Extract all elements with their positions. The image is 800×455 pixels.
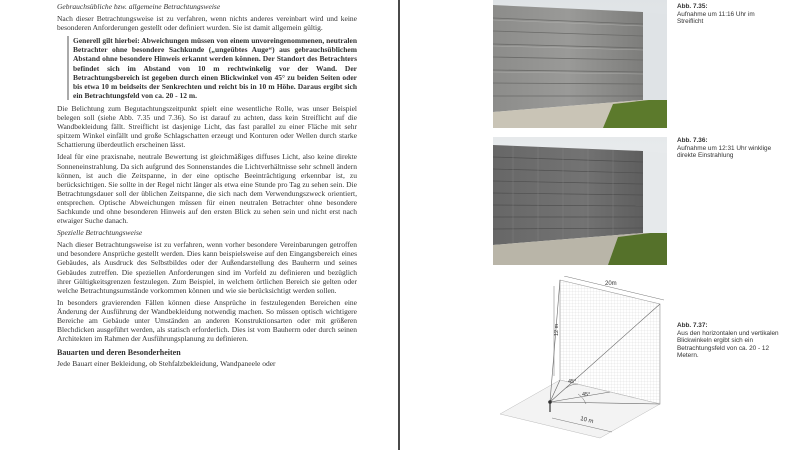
paragraph: Jede Bauart einer Bekleidung, ob Stehfalzbekleidung, Wandpaneele oder: [57, 359, 276, 369]
right-page: [400, 0, 800, 450]
paragraph: Nach dieser Betrachtungsweise ist zu verfahren, wenn nichts anderes vereinbart wird und keine besonderen Anforderungen gestellt oder definiert wurden. Sie ist damit allgemein gültig.: [57, 14, 357, 33]
photo-facade-streiflicht: [493, 0, 667, 128]
dim-distance-label: 10 m: [579, 416, 594, 426]
figure-caption: Aufnahme um 12:31 Uhr winklige direkte Einstrahlung: [677, 144, 772, 160]
viewing-field-diagram: [500, 276, 668, 450]
paragraph: Ideal für eine praxisnahe, neutrale Bewertung ist gleichmäßiges diffuses Licht, also keine direkte Sonneneinstrahlung. Da sich aufgrund des Sonnenstandes die Lichtverhältnisse sehr schnell ändern können, ist auch die Zeitspanne, in der eine optische Beeinträchtigung erkennbar ist, zu berücksichtigen. Sie sollte in der Regel nicht länger als etwa eine Stunde pro Tag zu sehen sein. Die Betrachtungsdauer soll der üblichen Zeitspanne, die sich nach dem Verwendungszweck orientiert, entsprechen. Optische Abweichungen müssen für einen neutralen Betrachter ohne besondere Sachkunde und ohne besonderen Hinweis auf den ersten Blick zu sehen sein und nicht erst nach etwaiger Suche danach.: [57, 152, 357, 226]
caption-fig-7-36: [677, 137, 782, 160]
caption-fig-7-37: [677, 322, 785, 360]
figure-number: Abb. 7.37:: [677, 322, 708, 329]
paragraph: Nach dieser Betrachtungsweise ist zu verfahren, wenn vorher besondere Vereinbarungen getroffen und besondere Ansprüche gestellt werden. Dies kann beispielsweise auf den Eingangsbereich eines Gebäudes, als Ausdruck des Selbstbildes oder der Außendarstellung des Bauherrn und seines Gebäudes zutreffen. Die speziellen Anforderungen sind im Vorfeld zu definieren und bezüglich ihrer Gültigkeitsgrenzen festzulegen. Zum Beispiel, in welchem örtlichen Bereich sie gelten oder welche Betrachtungsumstände vorkommen können und wie sie berücksichtigt werden sollen.: [57, 240, 357, 295]
angle-right-label: 45°: [582, 392, 591, 398]
figure-caption: Aufnahme um 11:16 Uhr im Streiflicht: [677, 10, 755, 26]
paragraph: Die Belichtung zum Begutachtungszeitpunkt spielt eine wesentliche Rolle, was unser Beispiel belegen soll (siehe Abb. 7.35 und 7.36). So ist darauf zu achten, dass kein Streiflicht auf die Wandbekleidung fällt. Streiflicht ist dasjenige Licht, das fast parallel zu einer Fläche mit sehr spitzem Winkel einfällt und große Schlagschatten erzeugt und Konturen oder Wellen durch starke Schattierung überdeutlich erscheinen lässt.: [57, 103, 357, 150]
highlight-block: Generell gilt hierbei: Abweichungen müssen von einem unvoreingenommenen, neutralen Betrachter ohne besondere Sachkunde („ungeübtes Auge“) aus gebrauchsüblichem Abstand ohne besondere Hinweis erkannt werden können. Der Standort des Betrachters befindet sich im Abstand von 10 m rechtwinkelig vor der Wand. Der Betrachtungsbereich ist gegeben durch einen Blickwinkel von 45° zu beiden Seiten oder bis etwa 10 m beidseits der Senkrechten und reicht bis in 10 m Höhe. Daraus ergibt sich ein Betrachtungsfeld von ca. 20 - 12 m.: [67, 36, 357, 100]
dim-width-label: 20m: [605, 281, 617, 287]
figure-number: Abb. 7.35:: [677, 3, 708, 10]
subheading-special: Spezielle Betrachtungsweise: [57, 228, 143, 238]
subheading-general: Gebrauchsübliche bzw. allgemeine Betrachtungsweise: [57, 2, 221, 11]
figure-number: Abb. 7.36:: [677, 137, 708, 144]
section-title: Bauarten und deren Besonderheiten: [57, 348, 181, 358]
paragraph: In besonders gravierenden Fällen können diese Ansprüche in festzulegenden Bereichen eine Änderung der Ausführung der Wandbekleidung notwendig machen. So müssen optisch wichtigere Bereiche am Gebäude unter Umständen an anderen Konstruktionsarten oder mit größeren Blechdicken ausgeführt werden, als statisch erforderlich. Dies ist vom Bauherrn oder durch seinen Architekten im Rahmen der Ausführungsplanung zu definieren.: [57, 297, 357, 344]
caption-fig-7-35: [677, 3, 782, 26]
dim-height-label: 12 m: [554, 323, 560, 336]
left-page: [0, 0, 398, 450]
photo-facade-direct-light: [493, 137, 667, 265]
text-column: [57, 0, 357, 371]
figure-caption: Aus den horizontalen und vertikalen Blickwinkeln ergibt sich ein Betrachtungsfeld von ca. 20 - 12 Metern.: [677, 329, 779, 360]
angle-left-label: 45°: [568, 379, 577, 385]
